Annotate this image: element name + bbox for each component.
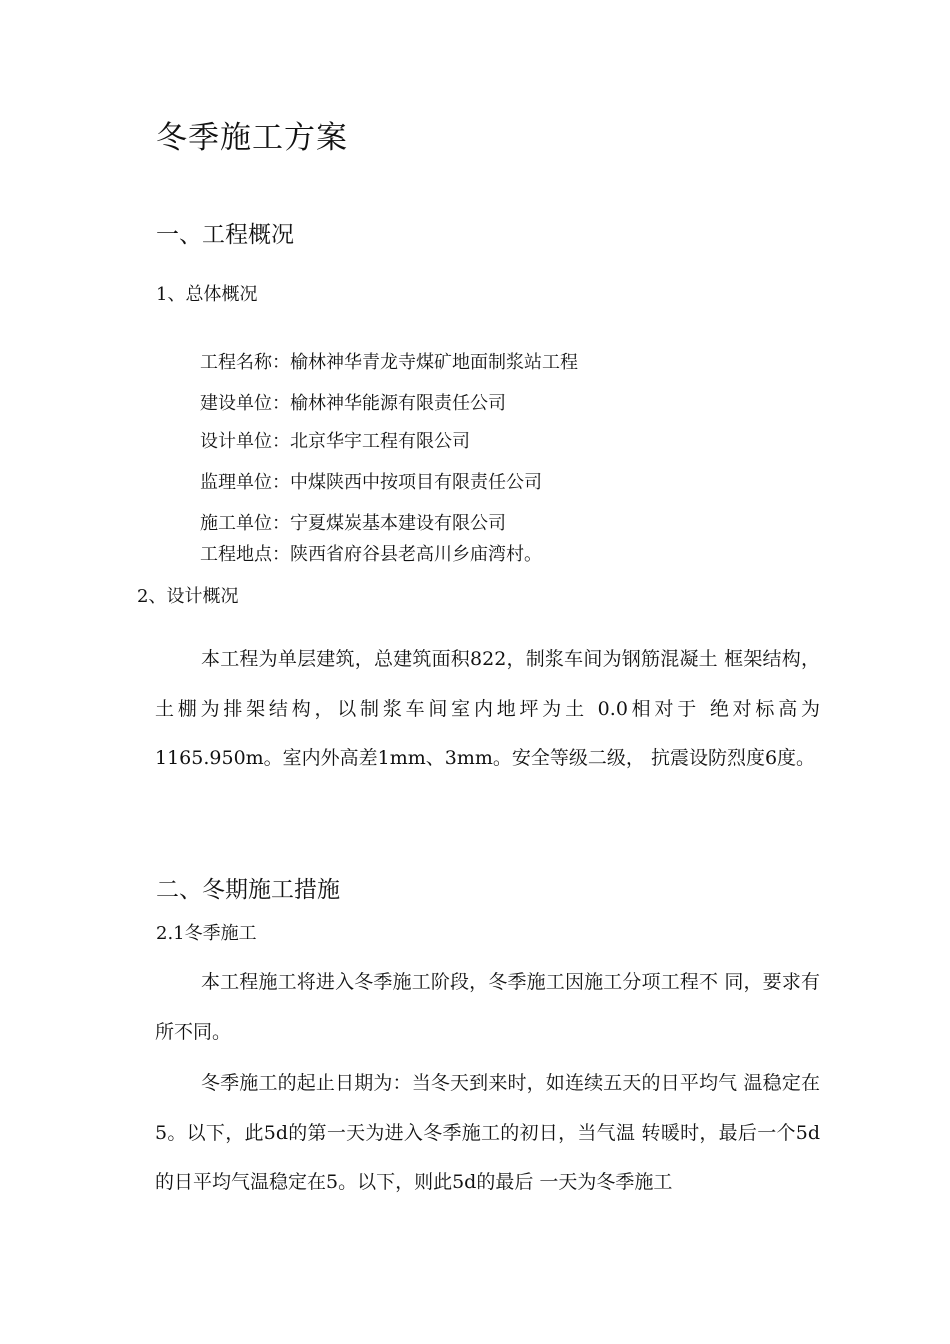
info-builder: 建设单位：榆林神华能源有限责任公司 [200,393,506,414]
subsection-heading-winter-construction: 2.1冬季施工 [156,923,257,944]
paragraph-winter-dates: 冬季施工的起止日期为：当冬天到来时，如连续五天的日平均气 温稳定在5。以下，此5d的第一天为进入冬季施工的初日，当气温 转暖时，最后一个5d的日平均气温稳定在5。以下，则此5d的最后 一天为冬季施工 [155,1072,820,1193]
section-heading-winter-measures: 二、冬期施工措施 [156,877,340,903]
paragraph-design-overview: 本工程为单层建筑，总建筑面积822，制浆车间为钢筋混凝土 框架结构，土棚为排架结构，以制浆车间室内地坪为土 0.0相对于 绝对标高为1165.950m。室内外高差1mm、3mm。安全等级二级， 抗震设防烈度6度。 [155,648,820,769]
section-heading-overview: 一、工程概况 [156,222,294,248]
subsection-heading-general: 1、总体概况 [156,284,258,305]
info-location: 工程地点：陕西省府谷县老高川乡庙湾村。 [200,544,542,565]
info-project-name: 工程名称：榆林神华青龙寺煤矿地面制浆站工程 [200,352,578,373]
info-supervisor: 监理单位：中煤陕西中按项目有限责任公司 [200,472,542,493]
info-designer: 设计单位：北京华宇工程有限公司 [200,431,470,452]
document-title: 冬季施工方案 [156,120,348,156]
paragraph-winter-intro: 本工程施工将进入冬季施工阶段，冬季施工因施工分项工程不 同，要求有所不同。 [155,971,820,1043]
subsection-heading-design: 2、设计概况 [137,586,239,607]
info-contractor: 施工单位：宁夏煤炭基本建设有限公司 [200,513,506,534]
